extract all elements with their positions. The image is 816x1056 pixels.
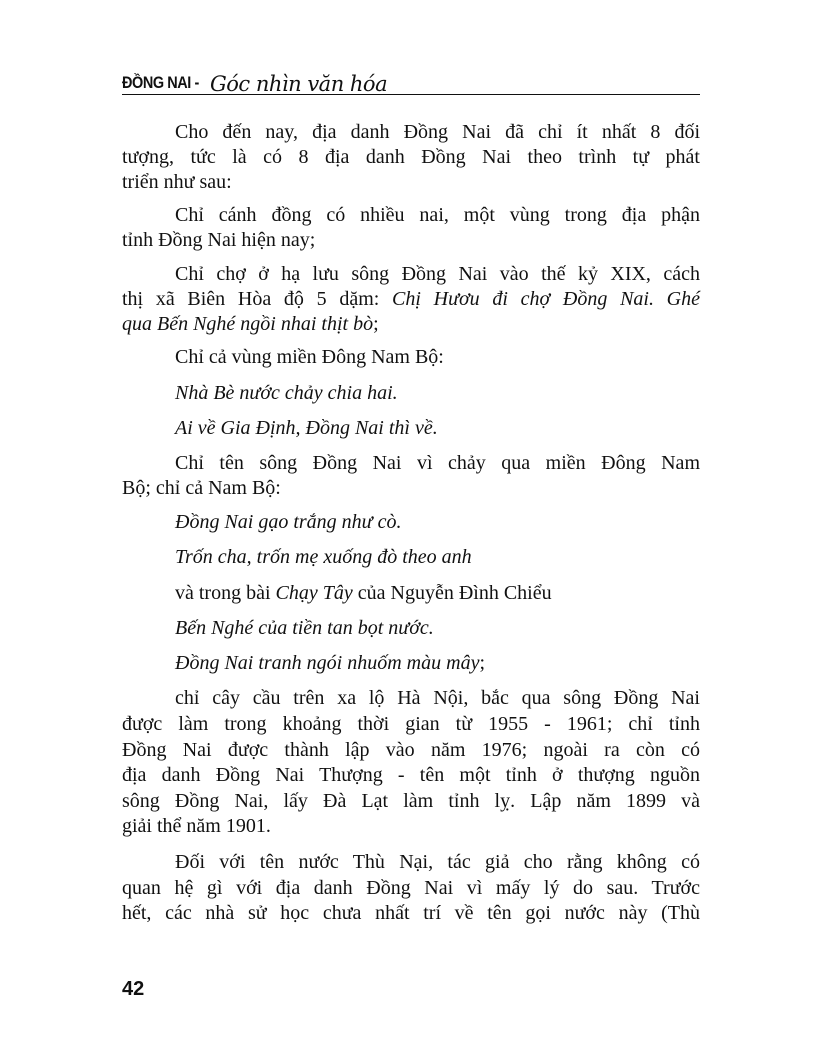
text-segment: và trong bài (175, 582, 276, 604)
text-line (175, 345, 444, 369)
text-segment: được làm trong khoảng thời gian từ 1955 - 1961; chỉ tỉnh (122, 713, 700, 735)
text-segment: triển như sau: (122, 171, 232, 193)
italic-text: Đồng Nai gạo trắng như cò. (175, 511, 402, 533)
text-segment: thị xã Biên Hòa độ 5 dặm: (122, 288, 393, 310)
text-line (122, 763, 700, 787)
text-line (175, 451, 700, 475)
text-segment: của Nguyễn Đình Chiểu (352, 582, 552, 604)
text-segment: quan hệ gì với địa danh Đồng Nai vì mấy lý do sau. Trước (122, 877, 700, 899)
text-line (175, 850, 700, 874)
italic-text: Chị Hươu đi chợ Đồng Nai. Ghé (392, 288, 700, 310)
text-segment: giải thể năm 1901. (122, 815, 271, 837)
italic-text: Đồng Nai tranh ngói nhuốm màu mây (175, 652, 480, 674)
text-line (122, 901, 700, 925)
italic-text: Nhà Bè nước chảy chia hai. (175, 382, 398, 404)
italic-text: Chạy Tây (275, 582, 353, 604)
text-segment: chỉ cây cầu trên xa lộ Hà Nội, bắc qua sông Đồng Nai (175, 687, 700, 709)
text-line (175, 686, 700, 710)
text-line (175, 545, 472, 569)
text-line (175, 381, 398, 405)
text-segment: địa danh Đồng Nai Thượng - tên một tỉnh ở thượng nguồn (122, 764, 700, 786)
text-segment: Chỉ cánh đồng có nhiều nai, một vùng trong địa phận (175, 204, 700, 226)
page-number: 42 (122, 978, 145, 1000)
italic-text: qua Bến Nghé ngồi nhai thịt bò (122, 313, 374, 335)
text-line (175, 510, 401, 534)
text-line (122, 876, 700, 900)
text-segment: Chỉ cả vùng miền Đông Nam Bộ: (175, 346, 444, 368)
text-segment: Đối với tên nước Thù Nại, tác giả cho rằng không có (175, 851, 700, 873)
text-line (175, 581, 552, 605)
text-line (122, 738, 700, 762)
text-line (175, 203, 700, 227)
running-header (122, 62, 700, 95)
text-segment: tỉnh Đồng Nai hiện nay; (122, 229, 316, 251)
italic-text: Bến Nghé của tiền tan bọt nước. (175, 617, 434, 639)
text-segment: ; (479, 652, 486, 674)
text-segment: Chỉ tên sông Đồng Nai vì chảy qua miền Đông Nam (175, 452, 700, 474)
text-line (122, 287, 700, 311)
text-segment: sông Đồng Nai, lấy Đà Lạt làm tỉnh lỵ. Lập năm 1899 và (122, 790, 700, 812)
text-line (175, 651, 485, 675)
text-segment: Bộ; chỉ cả Nam Bộ: (122, 477, 281, 499)
italic-text: Trốn cha, trốn mẹ xuống đò theo anh (175, 546, 472, 568)
text-line (122, 712, 700, 736)
text-line (175, 616, 434, 640)
text-line (175, 262, 700, 286)
text-line (122, 228, 315, 252)
text-line (175, 416, 438, 440)
text-segment: Cho đến nay, địa danh Đồng Nai đã chỉ ít nhất 8 đối (175, 121, 700, 143)
text-segment: ; (373, 313, 379, 335)
text-line (122, 170, 232, 194)
text-line (122, 476, 281, 500)
text-line (122, 814, 271, 838)
italic-text: Ai về Gia Định, Đồng Nai thì về. (175, 417, 438, 439)
text-segment: tượng, tức là có 8 địa danh Đồng Nai theo trình tự phát (122, 146, 700, 168)
text-line (175, 120, 700, 144)
text-segment: hết, các nhà sử học chưa nhất trí về tên gọi nước này (Thù (122, 902, 700, 924)
text-segment: Đồng Nai được thành lập vào năm 1976; ngoài ra còn có (122, 739, 700, 761)
text-line (122, 789, 700, 813)
text-segment: Chỉ chợ ở hạ lưu sông Đồng Nai vào thế kỷ XIX, cách (175, 263, 700, 285)
header-subtitle: Góc nhìn văn hóa (210, 72, 388, 96)
text-line (122, 145, 700, 169)
text-line (122, 312, 379, 336)
header-title: ĐỒNG NAI - (122, 73, 199, 92)
